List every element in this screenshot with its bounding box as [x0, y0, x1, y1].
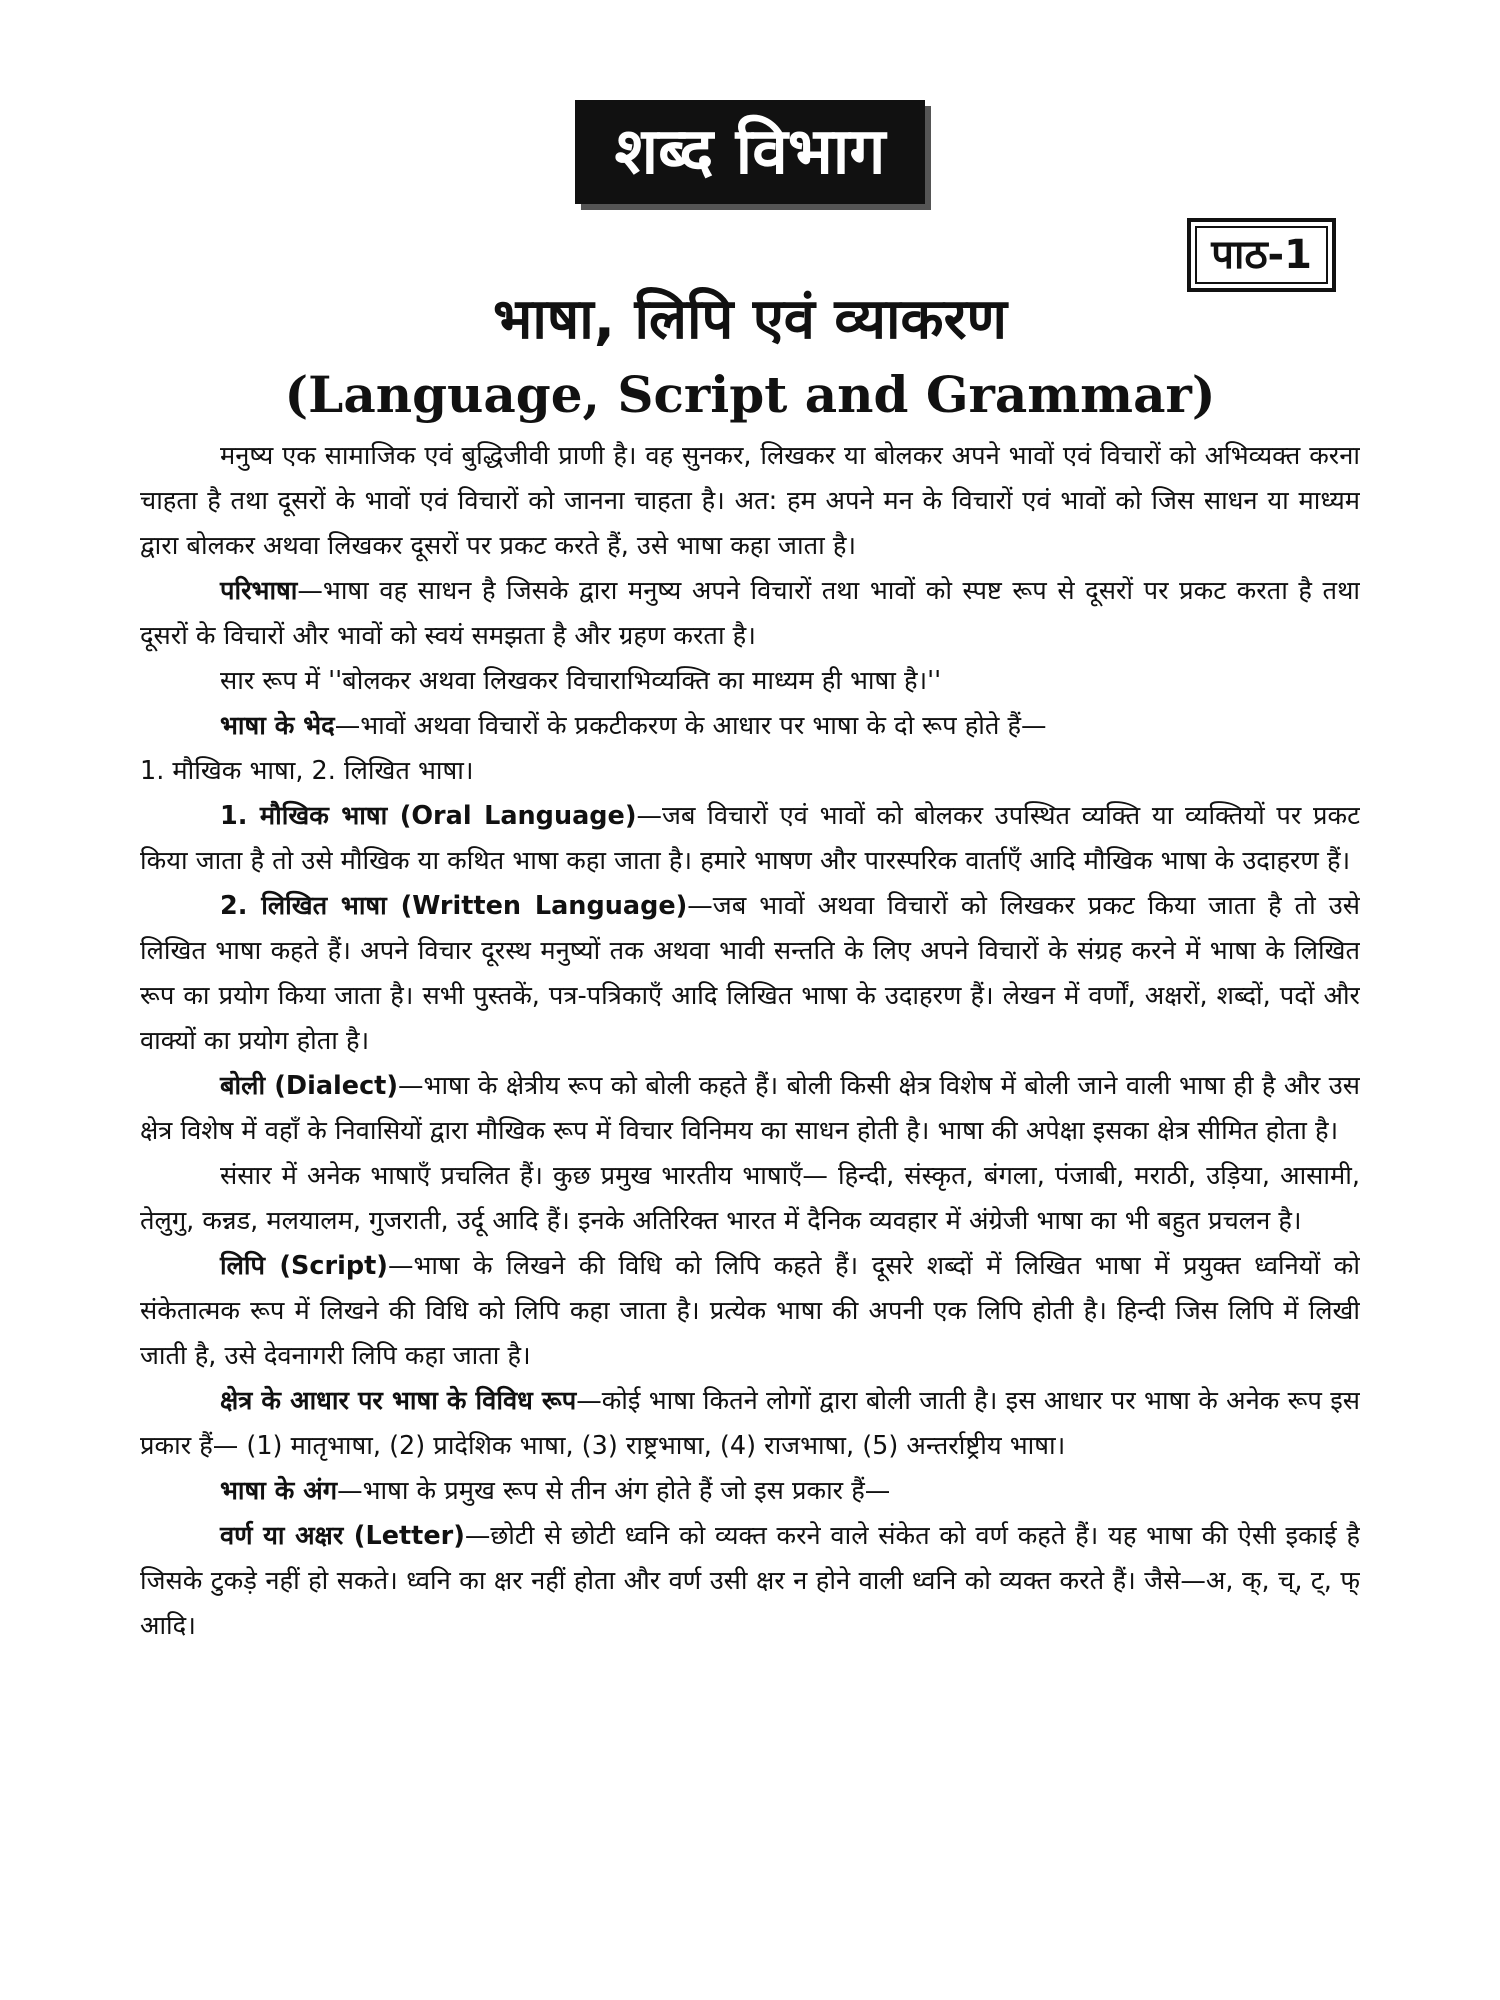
section-banner-container — [140, 100, 1360, 210]
written-text: —जब भावों अथवा विचारों को लिखकर प्रकट किया जाता है तो उसे लिखित भाषा कहते हैं। अपने विचार दूरस्थ मनुष्यों तक अथवा भावी सन्तति के लिए अपने विचारों के संग्रह करने में भाषा के लिखित रूप का प्रयोग किया जाता है। सभी पुस्तकें, पत्र-पत्रिकाएँ आदि लिखित भाषा के उदाहरण हैं। लेखन में वर्णों, अक्षरों, शब्दों, पदों और वाक्यों का प्रयोग होता है। — [140, 891, 1360, 1056]
script-paragraph — [140, 1244, 1360, 1379]
types-paragraph — [140, 704, 1360, 749]
intro-paragraph: मनुष्य एक सामाजिक एवं बुद्धिजीवी प्राणी है। वह सुनकर, लिखकर या बोलकर अपने भावों एवं विचारों को अभिव्यक्त करना चाहता है तथा दूसरों के भावों एवं विचारों को जानना चाहता है। अत: हम अपने मन के विचारों एवं भावों को जिस साधन या माध्यम द्वारा बोलकर अथवा लिखकर दूसरों पर प्रकट करते हैं, उसे भाषा कहा जाता है। — [140, 441, 1360, 561]
lesson-badge — [1187, 218, 1336, 292]
definition-paragraph — [140, 569, 1360, 659]
section-banner: शब्द विभाग — [575, 100, 926, 204]
regional-term: क्षेत्र के आधार पर भाषा के विविध रूप — [220, 1386, 577, 1416]
textbook-page — [140, 100, 1360, 1980]
summary-paragraph: सार रूप में ''बोलकर अथवा लिखकर विचाराभिव्यक्ति का माध्यम ही भाषा है।'' — [220, 666, 942, 696]
types-list: 1. मौखिक भाषा, 2. लिखित भाषा। — [140, 756, 474, 786]
dialect-text: —भाषा के क्षेत्रीय रूप को बोली कहते हैं। बोली किसी क्षेत्र विशेष में बोली जाने वाली भाषा ही है और उस क्षेत्र विशेष में वहाँ के निवासियों द्वारा मौखिक रूप में विचार विनिमय का साधन होती है। भाषा की अपेक्षा इसका क्षेत्र सीमित होता है। — [140, 1071, 1360, 1146]
letter-paragraph — [140, 1514, 1360, 1649]
types-term: भाषा के भेद — [220, 711, 335, 741]
oral-text: —जब विचारों एवं भावों को बोलकर उपस्थित व्यक्ति या व्यक्तियों पर प्रकट किया जाता है तो उसे मौखिक या कथित भाषा कहा जाता है। हमारे भाषण और पारस्परिक वार्ताएँ आदि मौखिक भाषा के उदाहरण हैं। — [140, 801, 1360, 876]
oral-term: 1. मौखिक भाषा (Oral Language) — [220, 801, 637, 831]
languages-paragraph: संसार में अनेक भाषाएँ प्रचलित हैं। कुछ प्रमुख भारतीय भाषाएँ— हिन्दी, संस्कृत, बंगला, पंजाबी, मराठी, उड़िया, आसामी, तेलुगु, कन्नड, मलयालम, गुजराती, उर्दू आदि हैं। इनके अतिरिक्त भारत में दैनिक व्यवहार में अंग्रेजी भाषा का भी बहुत प्रचलन है। — [140, 1161, 1360, 1236]
written-paragraph — [140, 884, 1360, 1064]
dialect-term: बोली (Dialect) — [220, 1071, 399, 1101]
types-text: —भावों अथवा विचारों के प्रकटीकरण के आधार पर भाषा के दो रूप होते हैं— — [334, 711, 1047, 741]
definition-term: परिभाषा — [220, 576, 298, 606]
script-text: —भाषा के लिखने की विधि को लिपि कहते हैं। दूसरे शब्दों में लिखित भाषा में प्रयुक्त ध्वनियों को संकेतात्मक रूप में लिखने की विधि को लिपि कहा जाता है। प्रत्येक भाषा की अपनी एक लिपि होती है। हिन्दी जिस लिपि में लिखी जाती है, उसे देवनागरी लिपि कहा जाता है। — [140, 1251, 1360, 1371]
definition-text: —भाषा वह साधन है जिसके द्वारा मनुष्य अपने विचारों तथा भावों को स्पष्ट रूप से दूसरों पर प्रकट करता है तथा दूसरों के विचारों और भावों को स्वयं समझता है और ग्रहण करता है। — [140, 576, 1360, 651]
oral-paragraph — [140, 794, 1360, 884]
chapter-title-hindi: भाषा, लिपि एवं व्याकरण — [493, 287, 1007, 352]
parts-text: —भाषा के प्रमुख रूप से तीन अंग होते हैं जो इस प्रकार हैं— — [337, 1476, 891, 1506]
parts-term: भाषा के अंग — [220, 1476, 338, 1506]
parts-paragraph — [140, 1469, 1360, 1514]
lesson-badge-label: पाठ-1 — [1195, 226, 1328, 284]
script-term: लिपि (Script) — [220, 1251, 388, 1281]
written-term: 2. लिखित भाषा (Written Language) — [220, 891, 688, 921]
chapter-title-english: (Language, Script and Grammar) — [284, 365, 1216, 424]
regional-text: —कोई भाषा कितने लोगों द्वारा बोली जाती है। इस आधार पर भाषा के अनेक रूप इस प्रकार हैं— (1) मातृभाषा, (2) प्रादेशिक भाषा, (3) राष्ट्रभाषा, (4) राजभाषा, (5) अन्तर्राष्ट्रीय भाषा। — [140, 1386, 1360, 1461]
letter-term: वर्ण या अक्षर (Letter) — [220, 1521, 465, 1551]
regional-paragraph — [140, 1379, 1360, 1469]
letter-text: —छोटी से छोटी ध्वनि को व्यक्त करने वाले संकेत को वर्ण कहते हैं। यह भाषा की ऐसी इकाई है जिसके टुकड़े नहीं हो सकते। ध्वनि का क्षर नहीं होता और वर्ण उसी क्षर न होने वाली ध्वनि को व्यक्त करते हैं। जैसे—अ, क्, च्, ट्, फ् आदि। — [140, 1521, 1360, 1641]
dialect-paragraph — [140, 1064, 1360, 1154]
